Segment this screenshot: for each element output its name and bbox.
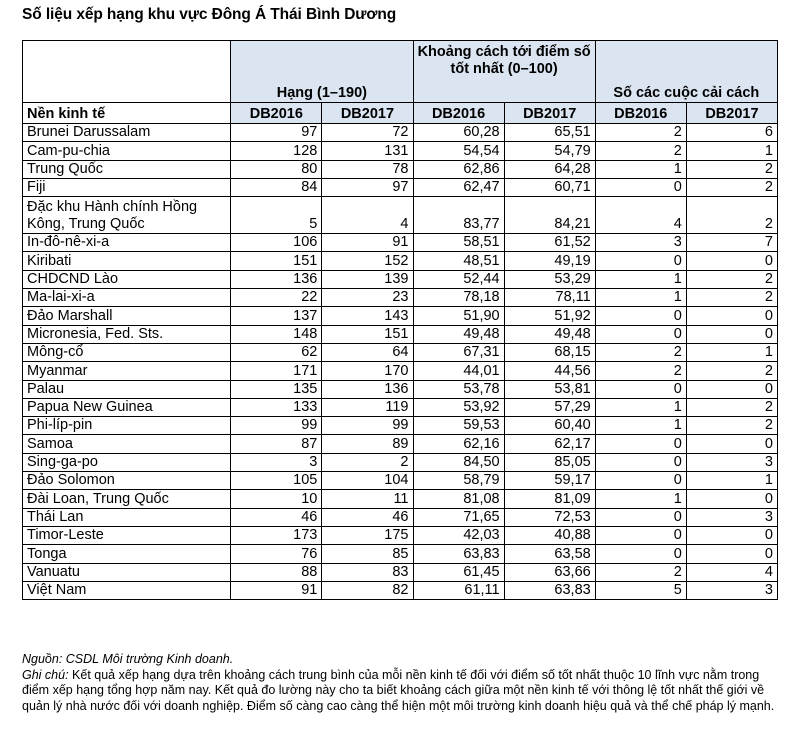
cell-rank-db2017: 83 [322, 563, 413, 581]
cell-reforms-db2016: 0 [595, 508, 686, 526]
cell-distance-db2016: 62,16 [413, 435, 504, 453]
document-title: Số liệu xếp hạng khu vực Đông Á Thái Bình Dương [22, 6, 397, 23]
cell-distance-db2016: 78,18 [413, 289, 504, 307]
cell-economy: CHDCND Lào [23, 270, 231, 288]
cell-economy: Timor-Leste [23, 526, 231, 544]
cell-economy: Micronesia, Fed. Sts. [23, 325, 231, 343]
cell-distance-db2017: 85,05 [504, 453, 595, 471]
cell-distance-db2016: 49,48 [413, 325, 504, 343]
table-row [23, 325, 778, 343]
cell-reforms-db2016: 0 [595, 380, 686, 398]
cell-economy: Trung Quốc [23, 160, 231, 178]
cell-rank-db2016: 10 [231, 490, 322, 508]
cell-distance-db2016: 62,47 [413, 178, 504, 196]
cell-rank-db2016: 151 [231, 252, 322, 270]
cell-rank-db2017: 2 [322, 453, 413, 471]
table-row [23, 160, 778, 178]
cell-distance-db2016: 52,44 [413, 270, 504, 288]
cell-economy: Brunei Darussalam [23, 124, 231, 142]
cell-rank-db2016: 76 [231, 545, 322, 563]
cell-rank-db2016: 46 [231, 508, 322, 526]
table-row [23, 526, 778, 544]
header-blank-cell [23, 41, 231, 103]
cell-rank-db2016: 99 [231, 417, 322, 435]
cell-rank-db2016: 3 [231, 453, 322, 471]
cell-economy: Đài Loan, Trung Quốc [23, 490, 231, 508]
cell-distance-db2016: 61,11 [413, 581, 504, 599]
footnotes [22, 652, 782, 714]
cell-reforms-db2016: 2 [595, 362, 686, 380]
header-distance-group: Khoảng cách tới điểm số tốt nhất (0–100) [413, 41, 595, 103]
cell-economy: Cam-pu-chia [23, 142, 231, 160]
cell-rank-db2016: 135 [231, 380, 322, 398]
cell-rank-db2016: 97 [231, 124, 322, 142]
cell-distance-db2016: 71,65 [413, 508, 504, 526]
cell-rank-db2017: 97 [322, 178, 413, 196]
cell-distance-db2017: 53,81 [504, 380, 595, 398]
cell-rank-db2016: 62 [231, 343, 322, 361]
cell-rank-db2017: 89 [322, 435, 413, 453]
cell-rank-db2017: 143 [322, 307, 413, 325]
cell-reforms-db2017: 0 [686, 307, 777, 325]
cell-economy: Papua New Guinea [23, 398, 231, 416]
cell-distance-db2017: 65,51 [504, 124, 595, 142]
table-row [23, 124, 778, 142]
header-reforms-db2017: DB2017 [686, 103, 777, 124]
cell-rank-db2016: 128 [231, 142, 322, 160]
cell-reforms-db2016: 1 [595, 289, 686, 307]
table-row [23, 289, 778, 307]
cell-rank-db2017: 11 [322, 490, 413, 508]
cell-reforms-db2016: 5 [595, 581, 686, 599]
cell-rank-db2017: 104 [322, 472, 413, 490]
table-row [23, 234, 778, 252]
cell-economy: Tonga [23, 545, 231, 563]
ranking-table-container [22, 40, 778, 600]
cell-economy: Ma-lai-xi-a [23, 289, 231, 307]
cell-distance-db2017: 63,83 [504, 581, 595, 599]
cell-distance-db2017: 40,88 [504, 526, 595, 544]
cell-reforms-db2017: 0 [686, 325, 777, 343]
cell-distance-db2016: 84,50 [413, 453, 504, 471]
cell-distance-db2016: 58,79 [413, 472, 504, 490]
cell-reforms-db2017: 1 [686, 343, 777, 361]
cell-rank-db2016: 171 [231, 362, 322, 380]
cell-economy: Vanuatu [23, 563, 231, 581]
cell-reforms-db2017: 4 [686, 563, 777, 581]
cell-rank-db2017: 131 [322, 142, 413, 160]
cell-distance-db2017: 61,52 [504, 234, 595, 252]
cell-rank-db2017: 64 [322, 343, 413, 361]
cell-economy: Kiribati [23, 252, 231, 270]
table-row [23, 563, 778, 581]
cell-reforms-db2016: 2 [595, 142, 686, 160]
cell-reforms-db2016: 0 [595, 178, 686, 196]
header-rank-db2016: DB2016 [231, 103, 322, 124]
cell-reforms-db2017: 2 [686, 178, 777, 196]
cell-rank-db2017: 136 [322, 380, 413, 398]
cell-rank-db2017: 91 [322, 234, 413, 252]
cell-distance-db2016: 53,78 [413, 380, 504, 398]
note-label: Ghi chú: [22, 667, 69, 682]
cell-reforms-db2016: 3 [595, 234, 686, 252]
table-row [23, 142, 778, 160]
cell-rank-db2017: 151 [322, 325, 413, 343]
cell-reforms-db2016: 0 [595, 526, 686, 544]
cell-distance-db2017: 60,40 [504, 417, 595, 435]
header-rank-db2017: DB2017 [322, 103, 413, 124]
cell-distance-db2016: 51,90 [413, 307, 504, 325]
table-row [23, 178, 778, 196]
cell-distance-db2016: 81,08 [413, 490, 504, 508]
cell-reforms-db2016: 1 [595, 490, 686, 508]
table-row [23, 343, 778, 361]
table-row [23, 362, 778, 380]
cell-distance-db2017: 62,17 [504, 435, 595, 453]
table-row [23, 307, 778, 325]
cell-reforms-db2016: 0 [595, 435, 686, 453]
cell-rank-db2016: 87 [231, 435, 322, 453]
cell-rank-db2017: 139 [322, 270, 413, 288]
cell-rank-db2016: 173 [231, 526, 322, 544]
cell-distance-db2017: 64,28 [504, 160, 595, 178]
source-note: Nguồn: CSDL Môi trường Kinh doanh. [22, 652, 234, 666]
cell-distance-db2017: 72,53 [504, 508, 595, 526]
cell-distance-db2016: 44,01 [413, 362, 504, 380]
cell-reforms-db2017: 7 [686, 234, 777, 252]
table-row [23, 270, 778, 288]
cell-reforms-db2017: 2 [686, 289, 777, 307]
table-row [23, 545, 778, 563]
cell-reforms-db2017: 2 [686, 160, 777, 178]
cell-rank-db2017: 78 [322, 160, 413, 178]
cell-reforms-db2016: 0 [595, 453, 686, 471]
cell-reforms-db2017: 2 [686, 398, 777, 416]
cell-economy: Myanmar [23, 362, 231, 380]
cell-reforms-db2016: 0 [595, 545, 686, 563]
cell-reforms-db2016: 2 [595, 124, 686, 142]
cell-rank-db2016: 137 [231, 307, 322, 325]
cell-distance-db2016: 63,83 [413, 545, 504, 563]
cell-distance-db2016: 62,86 [413, 160, 504, 178]
cell-rank-db2016: 84 [231, 178, 322, 196]
table-row [23, 417, 778, 435]
table-header [23, 41, 778, 124]
cell-reforms-db2016: 0 [595, 252, 686, 270]
cell-distance-db2017: 54,79 [504, 142, 595, 160]
cell-economy: Palau [23, 380, 231, 398]
cell-distance-db2016: 42,03 [413, 526, 504, 544]
cell-economy: Việt Nam [23, 581, 231, 599]
cell-rank-db2017: 99 [322, 417, 413, 435]
cell-distance-db2017: 51,92 [504, 307, 595, 325]
table-row [23, 435, 778, 453]
note-body: Kết quả xếp hạng dựa trên khoảng cách trung bình của mỗi nền kinh tế đối với điểm số tốt nhất thuộc 10 lĩnh vực nằm trong điểm xếp hạng tổng hợp năm nay. Kết quả đo lường này cho ta biết khoảng cách giữa một nền kinh tế với thông lệ tốt nhất thế giới về quản lý nhà nước đối với doanh nghiệp. Điểm số càng cao càng thể hiện một môi trường kinh doanh hiệu quả và thể chế pháp lý mạnh. [22, 667, 775, 713]
cell-reforms-db2016: 1 [595, 417, 686, 435]
cell-rank-db2016: 105 [231, 472, 322, 490]
cell-rank-db2017: 170 [322, 362, 413, 380]
cell-reforms-db2016: 2 [595, 343, 686, 361]
cell-distance-db2017: 68,15 [504, 343, 595, 361]
cell-distance-db2017: 84,21 [504, 197, 595, 234]
cell-distance-db2016: 83,77 [413, 197, 504, 234]
cell-reforms-db2017: 6 [686, 124, 777, 142]
header-reforms-group: Số các cuộc cải cách [595, 41, 777, 103]
cell-economy: Đặc khu Hành chính Hồng Kông, Trung Quốc [23, 197, 231, 234]
cell-distance-db2016: 54,54 [413, 142, 504, 160]
cell-reforms-db2017: 2 [686, 270, 777, 288]
header-reforms-db2016: DB2016 [595, 103, 686, 124]
header-distance-db2016: DB2016 [413, 103, 504, 124]
cell-distance-db2017: 49,48 [504, 325, 595, 343]
cell-distance-db2017: 59,17 [504, 472, 595, 490]
cell-reforms-db2017: 0 [686, 252, 777, 270]
header-distance-db2017: DB2017 [504, 103, 595, 124]
header-rank-group: Hạng (1–190) [231, 41, 413, 103]
table-row [23, 490, 778, 508]
cell-economy: Thái Lan [23, 508, 231, 526]
table-row [23, 380, 778, 398]
cell-reforms-db2016: 1 [595, 160, 686, 178]
cell-economy: Phi-líp-pin [23, 417, 231, 435]
cell-distance-db2016: 48,51 [413, 252, 504, 270]
cell-reforms-db2017: 0 [686, 490, 777, 508]
cell-rank-db2016: 136 [231, 270, 322, 288]
cell-distance-db2016: 61,45 [413, 563, 504, 581]
table-row [23, 252, 778, 270]
cell-economy: Đảo Marshall [23, 307, 231, 325]
cell-distance-db2017: 57,29 [504, 398, 595, 416]
cell-reforms-db2017: 0 [686, 545, 777, 563]
cell-rank-db2016: 5 [231, 197, 322, 234]
cell-reforms-db2017: 3 [686, 453, 777, 471]
cell-rank-db2017: 82 [322, 581, 413, 599]
cell-rank-db2017: 23 [322, 289, 413, 307]
cell-distance-db2017: 81,09 [504, 490, 595, 508]
cell-rank-db2016: 80 [231, 160, 322, 178]
cell-reforms-db2017: 2 [686, 417, 777, 435]
cell-rank-db2017: 46 [322, 508, 413, 526]
cell-reforms-db2017: 1 [686, 472, 777, 490]
cell-economy: Samoa [23, 435, 231, 453]
cell-reforms-db2016: 1 [595, 398, 686, 416]
cell-economy: Mông-cổ [23, 343, 231, 361]
table-body [23, 124, 778, 600]
explanatory-note [22, 668, 782, 715]
cell-rank-db2016: 148 [231, 325, 322, 343]
cell-reforms-db2016: 4 [595, 197, 686, 234]
cell-reforms-db2017: 0 [686, 435, 777, 453]
cell-distance-db2016: 60,28 [413, 124, 504, 142]
cell-reforms-db2016: 2 [595, 563, 686, 581]
cell-rank-db2016: 106 [231, 234, 322, 252]
cell-reforms-db2016: 0 [595, 307, 686, 325]
cell-rank-db2017: 4 [322, 197, 413, 234]
cell-reforms-db2016: 0 [595, 472, 686, 490]
cell-distance-db2016: 67,31 [413, 343, 504, 361]
cell-economy: Sing-ga-po [23, 453, 231, 471]
cell-rank-db2017: 175 [322, 526, 413, 544]
cell-distance-db2017: 78,11 [504, 289, 595, 307]
cell-distance-db2017: 53,29 [504, 270, 595, 288]
cell-reforms-db2017: 2 [686, 197, 777, 234]
cell-distance-db2017: 63,66 [504, 563, 595, 581]
table-row [23, 508, 778, 526]
table-row [23, 398, 778, 416]
header-economy: Nền kinh tế [23, 103, 231, 124]
cell-reforms-db2017: 1 [686, 142, 777, 160]
cell-reforms-db2017: 0 [686, 526, 777, 544]
cell-distance-db2016: 53,92 [413, 398, 504, 416]
cell-reforms-db2016: 1 [595, 270, 686, 288]
ranking-table [22, 40, 778, 600]
cell-distance-db2017: 60,71 [504, 178, 595, 196]
cell-rank-db2016: 22 [231, 289, 322, 307]
cell-reforms-db2017: 3 [686, 581, 777, 599]
cell-rank-db2016: 133 [231, 398, 322, 416]
cell-rank-db2017: 72 [322, 124, 413, 142]
table-row [23, 472, 778, 490]
cell-economy: Fiji [23, 178, 231, 196]
cell-distance-db2016: 58,51 [413, 234, 504, 252]
cell-distance-db2017: 63,58 [504, 545, 595, 563]
cell-reforms-db2017: 2 [686, 362, 777, 380]
cell-economy: In-đô-nê-xi-a [23, 234, 231, 252]
cell-economy: Đảo Solomon [23, 472, 231, 490]
cell-reforms-db2017: 3 [686, 508, 777, 526]
cell-distance-db2016: 59,53 [413, 417, 504, 435]
cell-rank-db2017: 119 [322, 398, 413, 416]
cell-reforms-db2017: 0 [686, 380, 777, 398]
cell-distance-db2017: 44,56 [504, 362, 595, 380]
table-row [23, 581, 778, 599]
cell-reforms-db2016: 0 [595, 325, 686, 343]
cell-rank-db2017: 85 [322, 545, 413, 563]
table-row [23, 197, 778, 234]
cell-rank-db2016: 88 [231, 563, 322, 581]
table-row [23, 453, 778, 471]
cell-distance-db2017: 49,19 [504, 252, 595, 270]
cell-rank-db2017: 152 [322, 252, 413, 270]
cell-rank-db2016: 91 [231, 581, 322, 599]
